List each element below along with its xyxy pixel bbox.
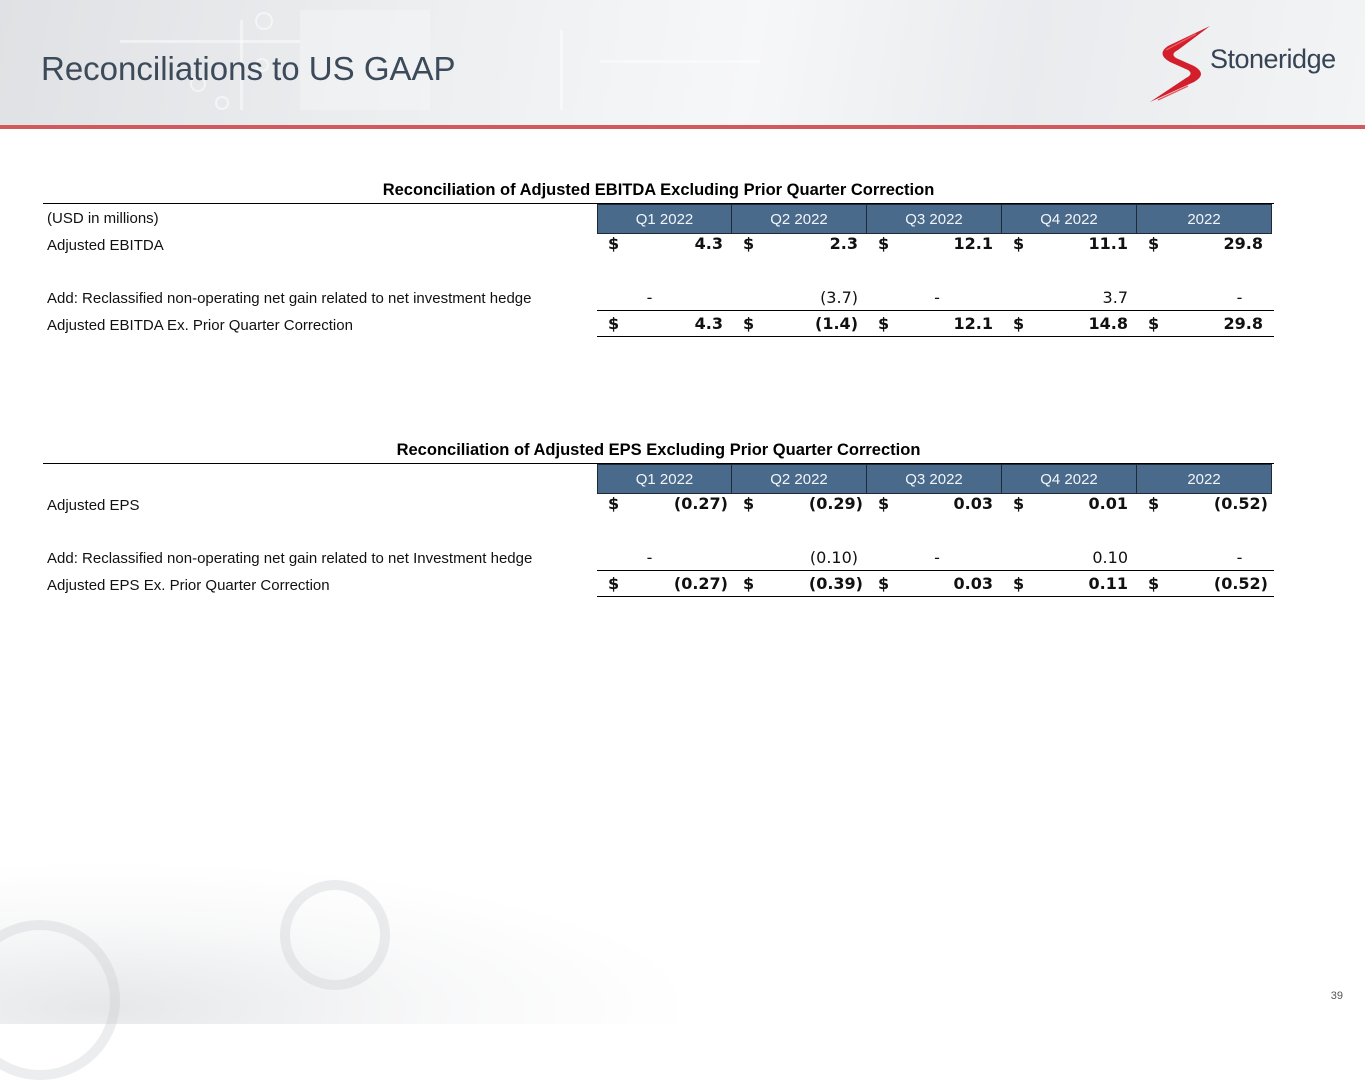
subtotal-rule (597, 570, 1274, 571)
value-cell (867, 494, 1002, 518)
value-cell (1137, 288, 1272, 312)
value: 29.8 (1223, 314, 1263, 333)
value-cell (597, 234, 732, 258)
value-cell (732, 574, 867, 598)
dollar-sign: $ (608, 234, 620, 253)
page-title: Reconciliations to US GAAP (41, 50, 456, 87)
value-cell (867, 574, 1002, 598)
row-label-adjusted-eps: Adjusted EPS (47, 497, 140, 514)
value: (0.27) (673, 494, 728, 513)
dollar-sign: $ (878, 574, 890, 593)
decor-trace (600, 60, 760, 63)
dollar-sign: $ (1148, 234, 1160, 253)
units-label: (USD in millions) (47, 210, 159, 227)
value-cell (732, 288, 867, 312)
column-header: Q4 2022 (1002, 464, 1137, 494)
row-label-reclassified-gain-eps: Add: Reclassified non-operating net gain related to net Investment hedge (47, 550, 533, 567)
value-cell (1002, 548, 1137, 572)
value-cell (1002, 494, 1137, 518)
value-cell (597, 494, 732, 518)
column-header: Q1 2022 (597, 464, 732, 494)
footer-background (0, 860, 700, 1024)
value: 4.3 (694, 314, 723, 333)
dollar-sign: $ (743, 234, 755, 253)
decor-circle (215, 96, 229, 110)
dollar-sign: $ (1148, 574, 1160, 593)
total-rule (597, 336, 1274, 337)
value: (0.10) (809, 548, 858, 567)
value-cell (597, 314, 732, 338)
value: 0.10 (1092, 548, 1128, 567)
value: 3.7 (1102, 288, 1128, 307)
value-cell (1137, 574, 1272, 598)
value-cell (1002, 314, 1137, 338)
dollar-sign: $ (608, 574, 620, 593)
dollar-sign: $ (608, 314, 620, 333)
value: (0.52) (1213, 494, 1268, 513)
value-cell (867, 548, 1002, 572)
column-header: Q3 2022 (867, 464, 1002, 494)
value-cell (1002, 288, 1137, 312)
value-cell (597, 574, 732, 598)
table-row (597, 574, 1272, 598)
eps-table-caption: Reconciliation of Adjusted EPS Excluding Prior Quarter Correction (396, 441, 921, 459)
dollar-sign: $ (1148, 494, 1160, 513)
value: 11.1 (1088, 234, 1128, 253)
table-row (597, 314, 1272, 338)
value: - (934, 548, 940, 567)
decor-circle (255, 12, 273, 30)
table-row (597, 288, 1272, 312)
value: - (646, 288, 653, 307)
value: 4.3 (694, 234, 723, 253)
table-row (597, 548, 1272, 572)
column-header: Q1 2022 (597, 204, 732, 234)
value: - (934, 288, 940, 307)
value-cell (732, 234, 867, 258)
value-cell (867, 288, 1002, 312)
dollar-sign: $ (878, 314, 890, 333)
value: 0.11 (1088, 574, 1128, 593)
value-cell (1137, 494, 1272, 518)
dollar-sign: $ (1013, 234, 1025, 253)
row-label-ebitda-ex-correction: Adjusted EBITDA Ex. Prior Quarter Correction (47, 317, 353, 334)
column-header: 2022 (1137, 204, 1272, 234)
dollar-sign: $ (743, 314, 755, 333)
table-row (597, 494, 1272, 518)
value: 29.8 (1223, 234, 1263, 253)
value: (0.29) (808, 494, 863, 513)
decor-trace (120, 40, 300, 43)
value-cell (1002, 234, 1137, 258)
eps-header-row (597, 464, 1272, 494)
value-cell (1002, 574, 1137, 598)
decor-gear (280, 880, 390, 990)
column-header: Q4 2022 (1002, 204, 1137, 234)
value: 12.1 (953, 314, 993, 333)
value-cell (732, 548, 867, 572)
value: - (646, 548, 653, 567)
subtotal-rule (597, 310, 1274, 311)
value: (0.52) (1213, 574, 1268, 593)
total-rule (597, 596, 1274, 597)
dollar-sign: $ (1013, 314, 1025, 333)
value: 2.3 (829, 234, 858, 253)
value-cell (1137, 234, 1272, 258)
value-cell (597, 288, 732, 312)
value-cell (597, 548, 732, 572)
value-cell (867, 234, 1002, 258)
ebitda-table-caption: Reconciliation of Adjusted EBITDA Excluding Prior Quarter Correction (382, 181, 935, 199)
stoneridge-logo (1148, 24, 1338, 106)
value: 0.03 (953, 494, 993, 513)
column-header: Q3 2022 (867, 204, 1002, 234)
logo-wordmark: Stoneridge (1210, 44, 1336, 74)
logo-mark-icon (1148, 24, 1218, 106)
value: (3.7) (820, 288, 858, 307)
value: 0.03 (953, 574, 993, 593)
dollar-sign: $ (608, 494, 620, 513)
table-row (597, 234, 1272, 258)
row-label-adjusted-ebitda: Adjusted EBITDA (47, 237, 164, 254)
row-label-eps-ex-correction: Adjusted EPS Ex. Prior Quarter Correction (47, 577, 330, 594)
dollar-sign: $ (878, 494, 890, 513)
dollar-sign: $ (1013, 574, 1025, 593)
dollar-sign: $ (1148, 314, 1160, 333)
value: - (1236, 548, 1243, 567)
ebitda-header-row (597, 204, 1272, 234)
column-header: 2022 (1137, 464, 1272, 494)
decor-gear (0, 920, 120, 1080)
decor-trace (560, 30, 563, 110)
value: (0.27) (673, 574, 728, 593)
dollar-sign: $ (743, 574, 755, 593)
dollar-sign: $ (1013, 494, 1025, 513)
value: 12.1 (953, 234, 993, 253)
dollar-sign: $ (878, 234, 890, 253)
value-cell (732, 494, 867, 518)
column-header: Q2 2022 (732, 464, 867, 494)
value: (0.39) (808, 574, 863, 593)
column-header: Q2 2022 (732, 204, 867, 234)
value: 14.8 (1088, 314, 1128, 333)
dollar-sign: $ (743, 494, 755, 513)
row-label-reclassified-gain: Add: Reclassified non-operating net gain related to net investment hedge (47, 290, 532, 307)
value-cell (732, 314, 867, 338)
value-cell (1137, 314, 1272, 338)
value-cell (867, 314, 1002, 338)
value-cell (1137, 548, 1272, 572)
slide-number: 39 (1330, 990, 1343, 1002)
value: 0.01 (1088, 494, 1128, 513)
value: (1.4) (815, 314, 858, 333)
value: - (1236, 288, 1243, 307)
header-accent-rule (0, 125, 1365, 129)
